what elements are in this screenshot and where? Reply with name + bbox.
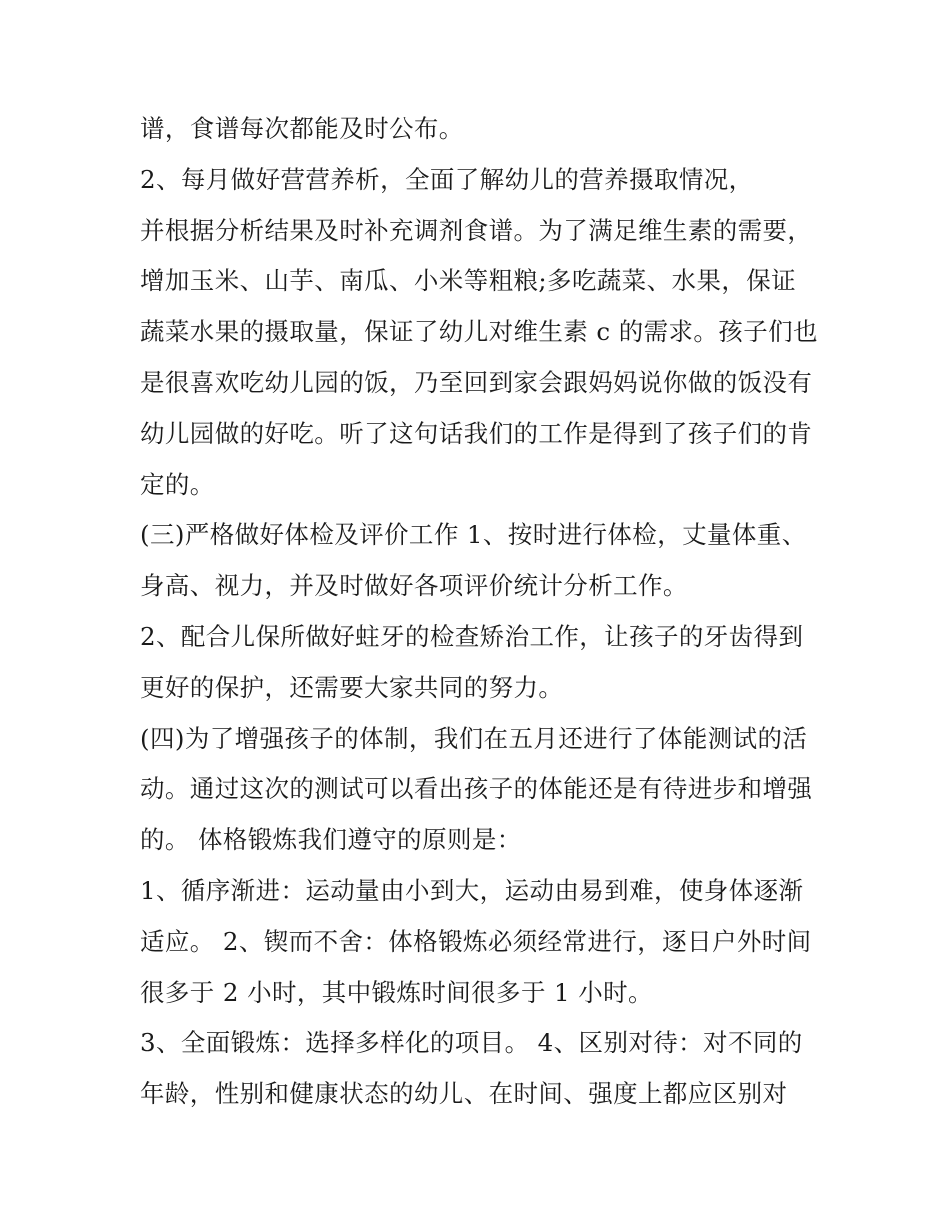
text-line: 是很喜欢吃幼儿园的饭，乃至回到家会跟妈妈说你做的饭没有 <box>140 367 813 397</box>
text-line: 的。 体格锻炼我们遵守的原则是： <box>140 825 522 855</box>
text-line: 适应。 2、锲而不舍：体格锻炼必须经常进行，逐日户外时间 <box>140 926 812 956</box>
text-line: 幼儿园做的好吃。听了这句话我们的工作是得到了孩子们的肯 <box>140 418 813 448</box>
text-line: 2、每月做好营营养析，全面了解幼儿的营养摄取情况， <box>140 164 754 194</box>
text-line: 并根据分析结果及时补充调剂食谱。为了满足维生素的需要， <box>140 215 813 245</box>
text-line: 增加玉米、山芋、南瓜、小米等粗粮;多吃蔬菜、水果，保证 <box>140 266 797 296</box>
text-line: (四)为了增强孩子的体制，我们在五月还进行了体能测试的活 <box>140 723 808 753</box>
text-line: 2、配合儿保所做好蛀牙的检查矫治工作，让孩子的牙齿得到 <box>140 621 804 651</box>
text-line: (三)严格做好体检及评价工作 1、按时进行体检，丈量体重、 <box>140 520 807 550</box>
document-body <box>140 104 830 1120</box>
text-line: 动。通过这次的测试可以看出孩子的体能还是有待进步和增强 <box>140 774 813 804</box>
text-line: 谱，食谱每次都能及时公布。 <box>140 114 464 143</box>
text-line: 身高、视力，并及时做好各项评价统计分析工作。 <box>140 571 688 601</box>
text-line: 定的。 <box>140 469 215 499</box>
text-line: 3、全面锻炼：选择多样化的项目。 4、区别对待：对不同的 <box>140 1028 803 1058</box>
text-line: 很多于 2 小时，其中锻炼时间很多于 1 小时。 <box>140 977 653 1007</box>
text-line: 更好的保护，还需要大家共同的努力。 <box>140 672 564 702</box>
text-line: 1、循序渐进：运动量由小到大，运动由易到难，使身体逐渐 <box>140 875 804 905</box>
text-line: 蔬菜水果的摄取量，保证了幼儿对维生素 c 的需求。孩子们也 <box>140 317 818 347</box>
text-line: 年龄，性别和健康状态的幼儿、在时间、强度上都应区别对 <box>140 1079 788 1109</box>
